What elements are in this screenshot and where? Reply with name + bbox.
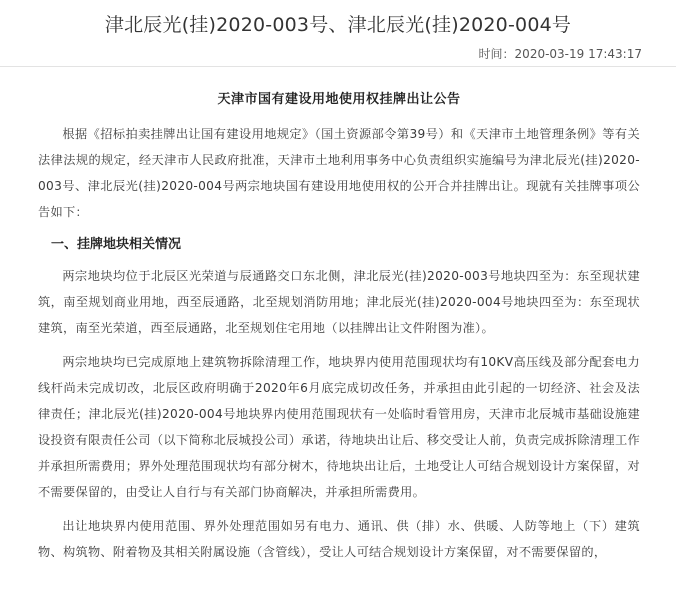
page-header [0, 0, 676, 67]
notice-title: 天津市国有建设用地使用权挂牌出让公告 [217, 92, 461, 107]
paragraph-facilities: 出让地块界内使用范围、界外处理范围如另有电力、通讯、供（排）水、供暖、人防等地上（下）建筑物、构筑物、附着物及其相关附属设施（含管线），受让人可结合规划设计方案保留，对不需要保留的， [38, 519, 640, 559]
publish-time [479, 45, 642, 62]
paragraph-location: 两宗地块均位于北辰区光荣道与辰通路交口东北侧，津北辰光(挂)2020-003号地块四至为：东至现状建筑，南至规划商业用地，西至辰通路，北至规划消防用地；津北辰光(挂)2020-004号地块四至为：东至现状建筑，南至光荣道，西至辰通路，北至规划住宅用地（以挂牌出让文件附图为准）。 [38, 269, 640, 335]
section-heading: 一、挂牌地块相关情况 [51, 237, 182, 252]
intro-paragraph: 根据《招标拍卖挂牌出让国有建设用地规定》（国土资源部令第39号）和《天津市土地管理条例》等有关法律法规的规定，经天津市人民政府批准，天津市土地利用事务中心负责组织实施编号为津北辰光(挂)2020-003号、津北辰光(挂)2020-004号两宗地块国有建设用地使用权的公开合并挂牌出让。现就有关挂牌事项公告如下： [38, 127, 640, 219]
article-body [38, 88, 640, 573]
publish-time-value: 2020-03-19 17:43:17 [514, 47, 642, 61]
page-title: 津北辰光(挂)2020-003号、津北辰光(挂)2020-004号 [104, 14, 572, 36]
paragraph-site-status: 两宗地块均已完成原地上建筑物拆除清理工作，地块界内使用范围现状均有10KV高压线及部分配套电力线杆尚未完成切改，北辰区政府明确于2020年6月底完成切改任务，并承担由此引起的一切经济、社会及法律责任；津北辰光(挂)2020-004号地块界内使用范围现状有一处临时看管用房，天津市北辰城市基础设施建设投资有限责任公司（以下简称北辰城投公司）承诺，待地块出让后、移交受让人前，负责完成拆除清理工作并承担所需费用；界外处理范围现状均有部分树木，待地块出让后，土地受让人可结合规划设计方案保留，对不需要保留的，由受让人自行与有关部门协商解决，并承担所需费用。 [38, 355, 640, 499]
publish-time-label: 时间： [478, 47, 515, 61]
